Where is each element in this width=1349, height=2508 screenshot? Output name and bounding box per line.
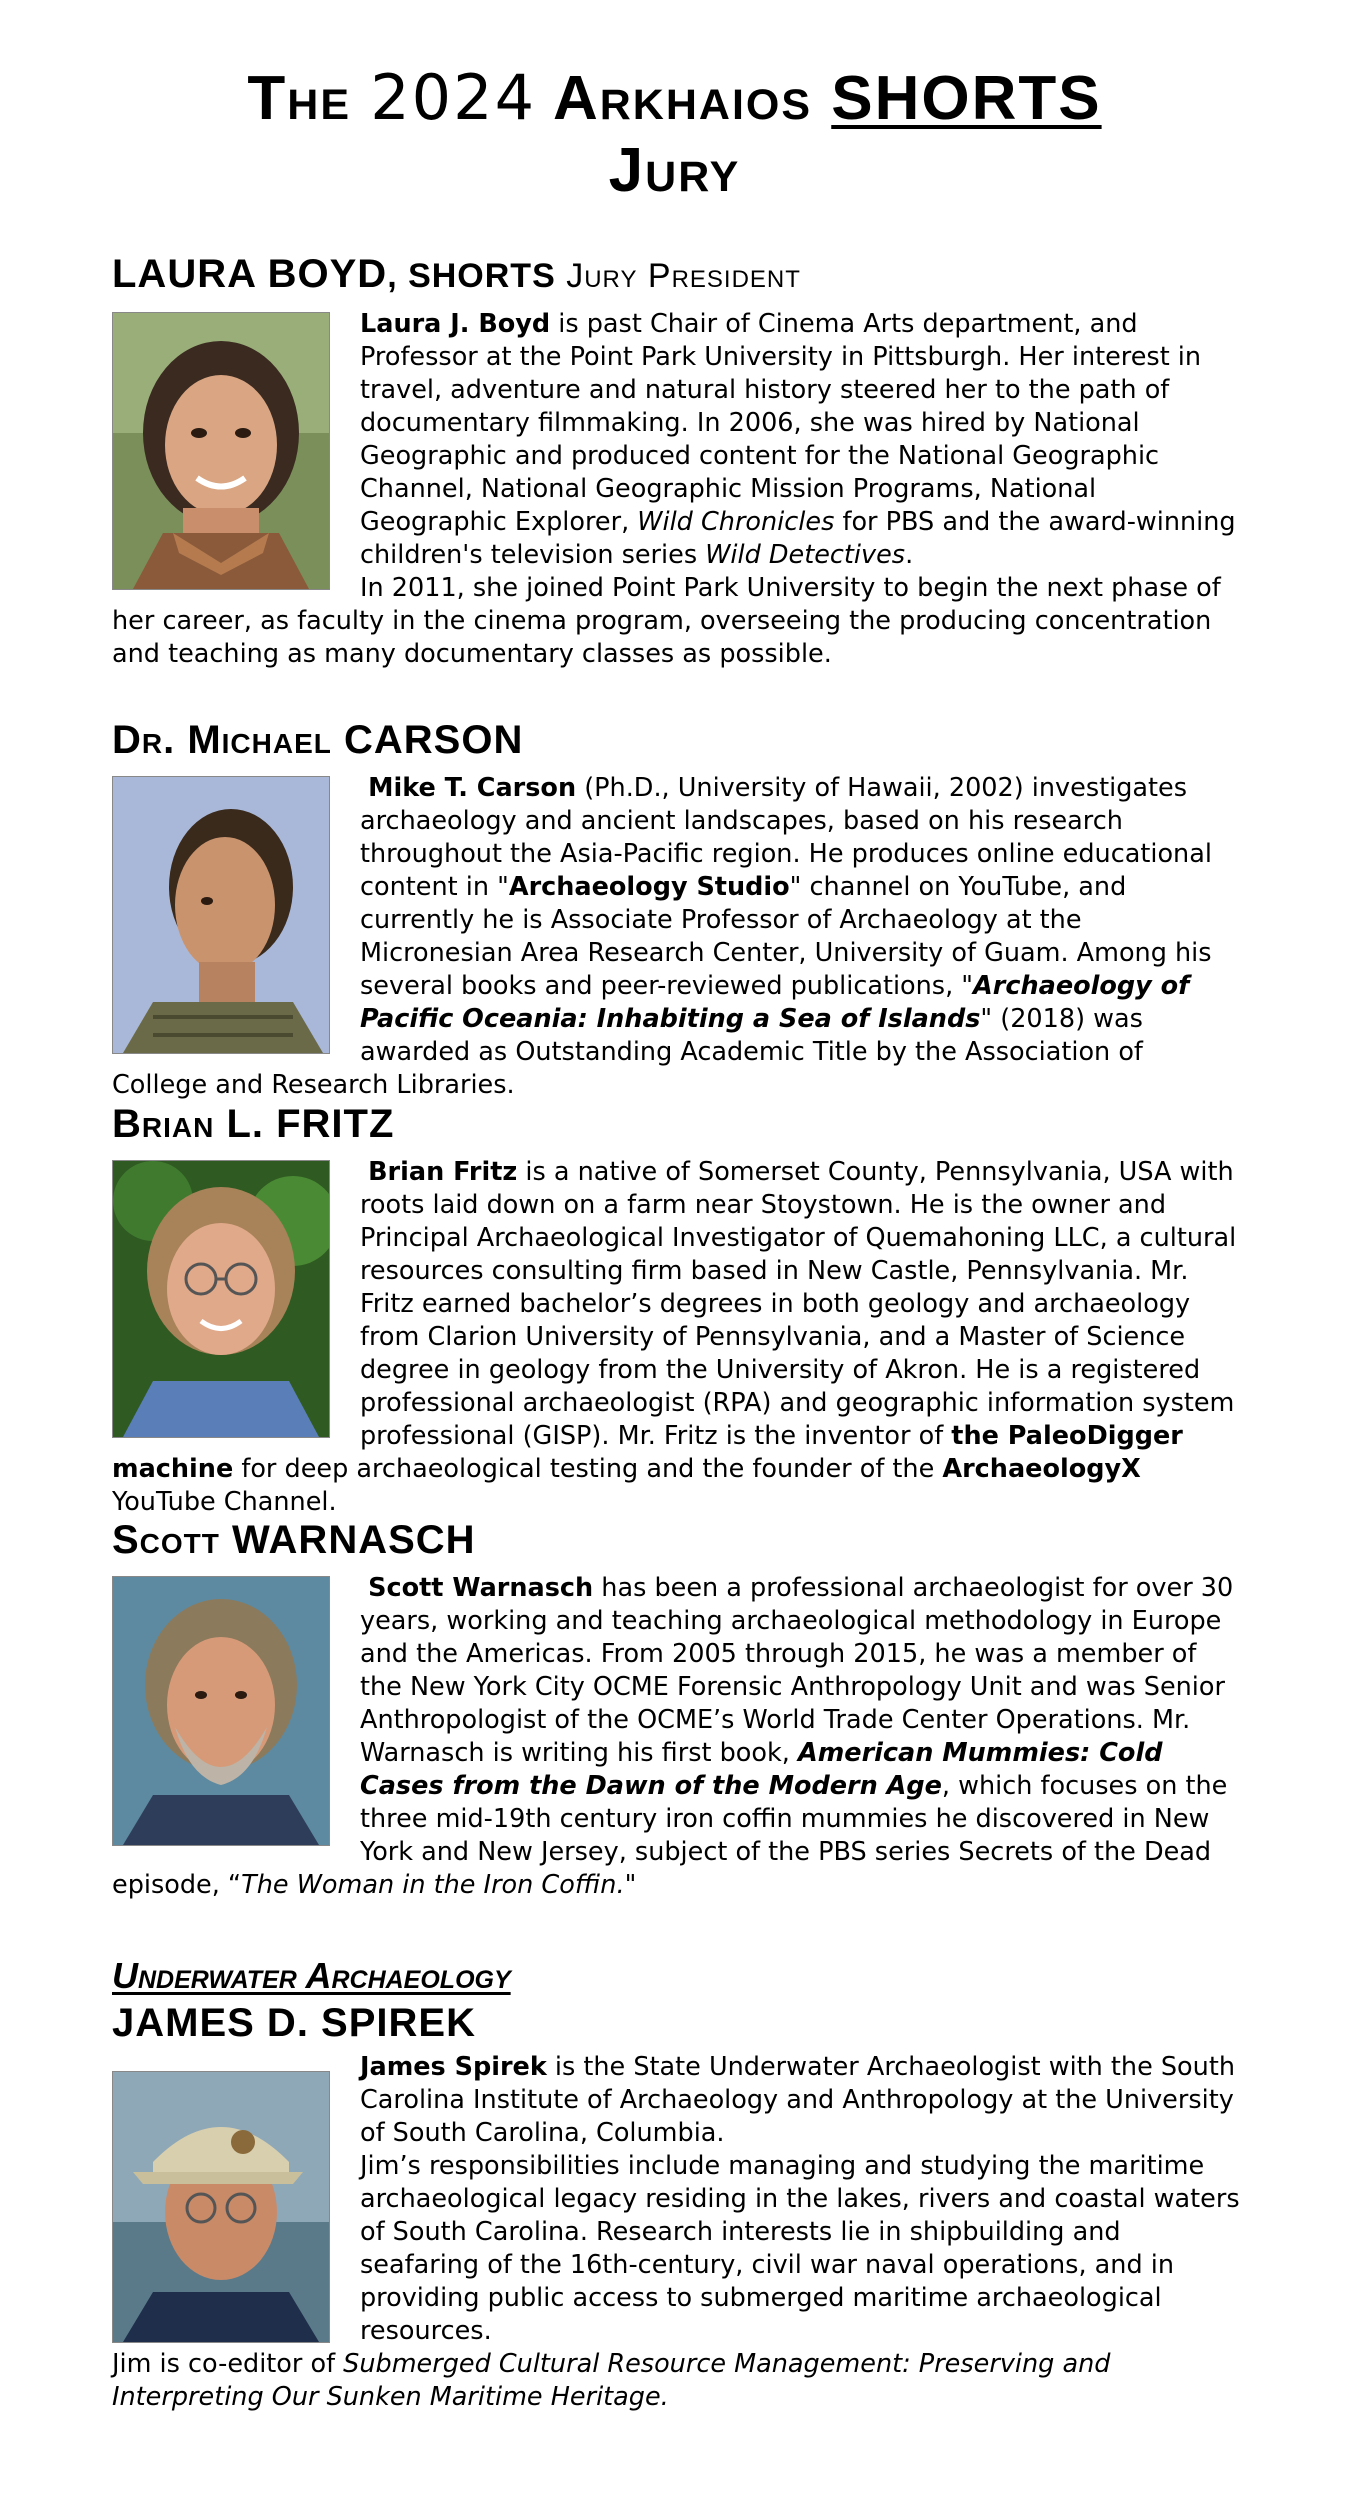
bio-text: " <box>624 1870 637 1900</box>
bio-text: is past Chair of Cinema Arts department, and Professor at the Point Park University in Pittsburgh. Her interest in travel, adventure and natural history steered her to the path of documentary filmmaking. In 2006, she was hired by National Geographic and produced content for the National Geographic Channel, National Geographic Mission Programs, National Geographic Explorer, <box>360 309 1202 537</box>
juror-role-prefix: , SHORTS <box>387 257 567 295</box>
juror-laura-boyd <box>112 252 1242 671</box>
portrait-woman-icon <box>112 312 330 590</box>
juror-scott-warnasch <box>112 1518 1242 1902</box>
bio-italic: Wild Chronicles <box>637 507 835 537</box>
bio-text <box>360 773 368 803</box>
juror-name-heading <box>112 718 1242 762</box>
bio-text: is the State Underwater Archaeologist with the South Carolina Institute of Archaeology and Anthropology at the University of South Carolina, Columbia. <box>360 2052 1235 2148</box>
bio-text: YouTube Channel. <box>112 1487 337 1517</box>
bio-text <box>360 1573 368 1603</box>
juror-name: LAURA BOYD <box>112 252 388 296</box>
juror-name: JAMES D. SPIREK <box>112 2001 476 2045</box>
juror-james-spirek <box>112 1955 1242 2414</box>
juror-bio <box>112 1572 1242 1902</box>
bio-bold: Archaeology Studio <box>508 872 790 902</box>
bio-bold: the PaleoDigger machine <box>112 1421 1183 1484</box>
bio-text: . <box>905 540 914 570</box>
bio-bold-italic: American Mummies: Cold Cases from the Dawn of the Modern Age <box>360 1738 1163 1801</box>
bio-name: Mike T. Carson <box>368 773 577 803</box>
bio-bold-italic: Archaeology of Pacific Oceania: Inhabiting a Sea of Islands <box>360 971 1190 1034</box>
bio-text: for deep archaeological testing and the founder of the <box>233 1454 943 1484</box>
juror-brian-fritz <box>112 1102 1242 1519</box>
bio-text: (Ph.D., University of Hawaii, 2002) investigates archaeology and ancient landscapes, based on his research throughout the Asia-Pacific region. He produces online educational content in " <box>360 773 1212 902</box>
portrait-man-beard-icon <box>112 1576 330 1846</box>
bio-text <box>360 1157 368 1187</box>
juror-role: Jury President <box>566 257 801 295</box>
page-title <box>0 62 1349 207</box>
title-year: 2024 <box>370 61 537 134</box>
title-shorts: SHORTS <box>831 64 1102 133</box>
bio-name: Scott Warnasch <box>368 1573 594 1603</box>
juror-name-heading <box>112 1518 1242 1562</box>
bio-name: Brian Fritz <box>368 1157 518 1187</box>
juror-bio <box>112 308 1242 671</box>
juror-name: Brian L. FRITZ <box>112 1102 395 1146</box>
juror-bio <box>112 2051 1242 2414</box>
juror-name: Scott WARNASCH <box>112 1518 476 1562</box>
bio-text: , which focuses on the three mid-19th century iron coffin mummies he discovered in New York and New Jersey, subject of the PBS series Secrets of the Dead episode, “ <box>112 1771 1228 1900</box>
bio-name: Laura J. Boyd <box>360 309 551 339</box>
juror-bio <box>112 1156 1242 1519</box>
bio-text: for PBS and the award-winning children's television series <box>360 507 1236 570</box>
bio-paragraph: In 2011, she joined Point Park University to begin the next phase of her career, as faculty in the cinema program, overseeing the producing concentration and teaching as many documentary classes as possible. <box>112 573 1221 669</box>
juror-bio <box>112 772 1242 1102</box>
portrait-man-cap-icon <box>112 2071 330 2343</box>
portrait-man-glasses-icon <box>112 1160 330 1438</box>
bio-italic: Submerged Cultural Resource Management: Preserving and Interpreting Our Sunken Maritime Heritage. <box>112 2349 1111 2412</box>
bio-italic: The Woman in the Iron Coffin. <box>241 1870 625 1900</box>
section-heading-underwater: Underwater Archaeology <box>112 1955 511 1996</box>
portrait-man-icon <box>112 776 330 1054</box>
bio-text: is a native of Somerset County, Pennsylvania, USA with roots laid down on a farm near Stoystown. He is the owner and Principal Archaeological Investigator of Quemahoning LLC, a cultural resources consulting firm based in New Castle, Pennsylvania. Mr. Fritz earned bachelor’s degrees in both geology and archaeology from Clarion University of Pennsylvania, and a Master of Science degree in geology from the University of Akron. He is a registered professional archaeologist (RPA) and geographic information system professional (GISP). Mr. Fritz is the inventor of <box>360 1157 1237 1451</box>
juror-michael-carson <box>112 718 1242 1102</box>
juror-name-heading <box>112 252 1242 298</box>
bio-text: Jim is co-editor of <box>112 2349 344 2379</box>
juror-name-heading <box>112 1102 1242 1146</box>
bio-text: has been a professional archaeologist for over 30 years, working and teaching archaeological methodology in Europe and the Americas. From 2005 through 2015, he was a member of the New York City OCME Forensic Anthropology Unit and was Senior Anthropologist of the OCME’s World Trade Center Operations. Mr. Warnasch is writing his first book, <box>360 1573 1234 1768</box>
title-part2: Arkhaios <box>536 64 832 133</box>
bio-text: " channel on YouTube, and currently he is Associate Professor of Archaeology at the Micronesian Area Research Center, University of Guam. Among his several books and peer-reviewed publications, " <box>360 872 1212 1001</box>
title-part1: The <box>247 64 371 133</box>
bio-name: James Spirek <box>360 2052 547 2082</box>
bio-paragraph: Jim’s responsibilities include managing and studying the maritime archaeological legacy residing in the lakes, rivers and coastal waters of South Carolina. Research interests lie in shipbuilding and seafaring of the 16th-century, civil war naval operations, and in providing public access to submerged maritime archaeological resources. <box>360 2151 1240 2346</box>
title-part3: Jury <box>608 136 741 205</box>
juror-name: Dr. Michael CARSON <box>112 718 524 762</box>
bio-text: " (2018) was awarded as Outstanding Academic Title by the Association of College and Research Libraries. <box>112 1004 1143 1100</box>
juror-name-heading <box>112 2001 1242 2045</box>
bio-bold: ArchaeologyX <box>942 1454 1141 1484</box>
bio-italic: Wild Detectives <box>705 540 906 570</box>
